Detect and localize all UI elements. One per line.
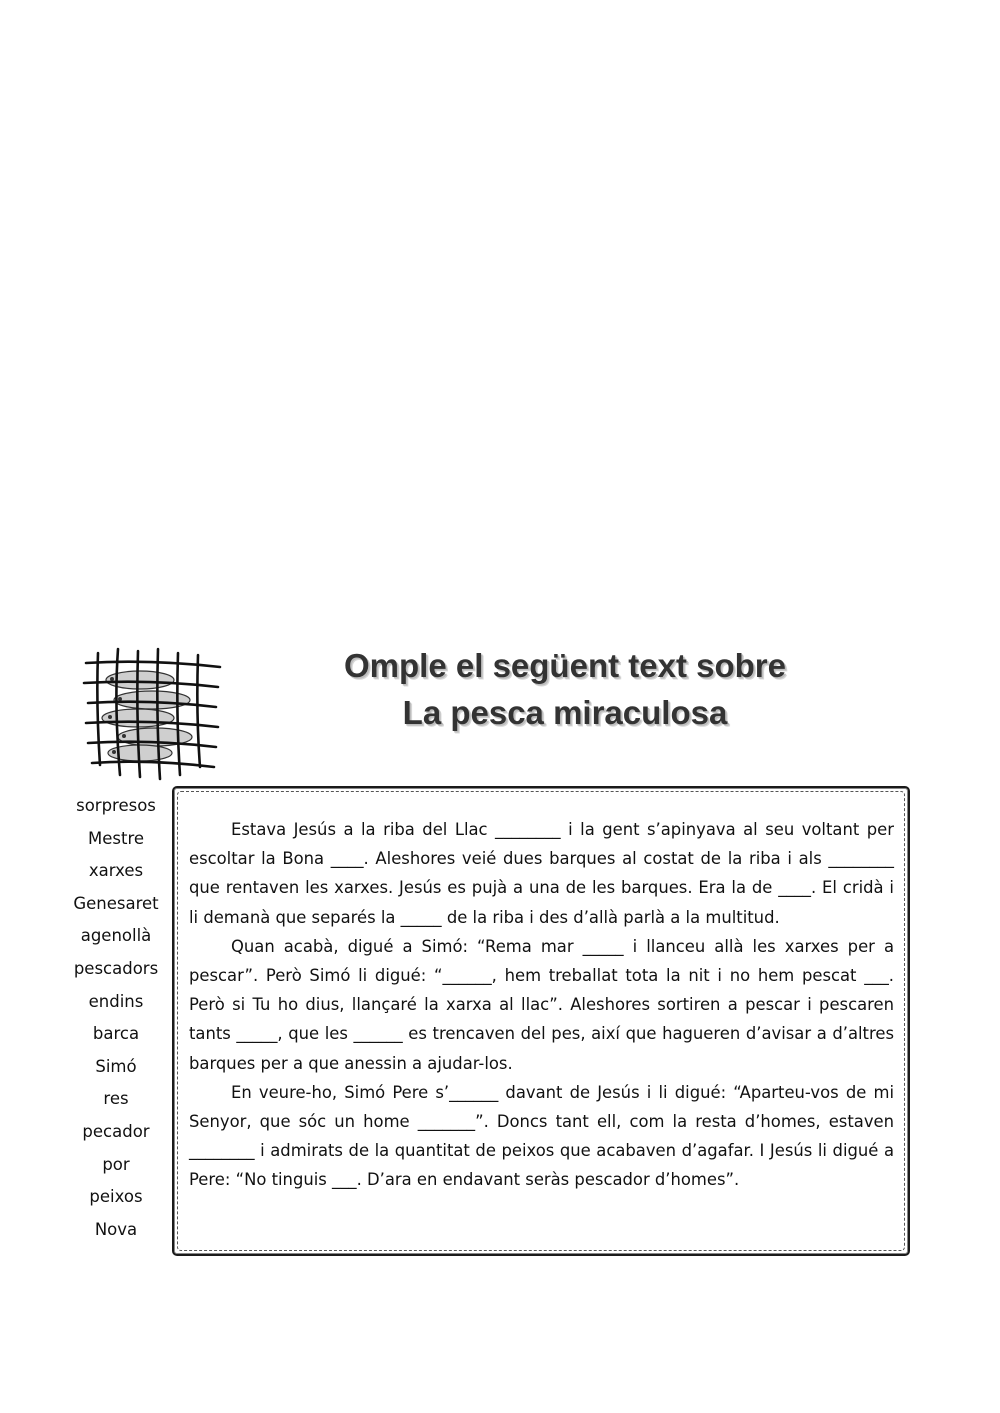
word-bank-item[interactable]: agenollà xyxy=(80,926,152,946)
word-bank-item[interactable]: peixos xyxy=(89,1187,143,1207)
word-bank-item[interactable]: xarxes xyxy=(88,861,144,881)
word-bank-item[interactable]: por xyxy=(102,1154,130,1174)
word-bank-item[interactable]: barca xyxy=(92,1024,140,1044)
story-paragraph-1: Estava Jesús a la riba del Llac ________ i la gent s’apinyava al seu voltant per escoltar la Bona ____. Aleshores veié dues barques al costat de la riba i als ________ que rentaven les xarxes. Jesús es pujà a una de les barques. Era la de ____. El cridà i li demanà que separés la _____ de la riba i des d’allà parlà a la multitud. xyxy=(189,820,894,927)
worksheet-title xyxy=(300,642,830,736)
title-line-2: La pesca miraculosa xyxy=(402,694,728,731)
fishing-net-icon xyxy=(80,645,225,785)
word-bank-item[interactable]: Nova xyxy=(94,1219,138,1239)
word-bank-item[interactable]: res xyxy=(103,1089,129,1109)
word-bank-item[interactable]: sorpresos xyxy=(76,796,156,815)
word-bank xyxy=(62,790,170,1246)
story-text xyxy=(189,815,894,1195)
story-paragraph-2: Quan acabà, digué a Simó: “Rema mar _____ i llanceu allà les xarxes per a pescar”. Però Simó li digué: “______, hem treballat tota la nit i no hem pescat ___. Però si Tu ho dius, llançaré la xarxa al llac”. Aleshores sortiren a pescar i pescaren tants _____, que les ______ es trencaven del pes, així que hagueren d’avisar a d’altres barques per a que anessin a ajudar-los. xyxy=(189,936,894,1073)
word-bank-item[interactable]: endins xyxy=(88,991,144,1011)
word-bank-item[interactable]: pescadors xyxy=(73,958,159,978)
fishing-net-fish-illustration xyxy=(80,645,225,785)
title-line-1: Omple el següent text sobre xyxy=(344,647,786,684)
word-bank-item[interactable]: pecador xyxy=(82,1121,150,1141)
word-bank-item[interactable]: Simó xyxy=(95,1056,137,1076)
story-paragraph-3: En veure-ho, Simó Pere s’______ davant de Jesús i li digué: “Aparteu-vos de mi Senyor, que sóc un home _______”. Doncs tant ell, com la resta d’homes, estaven ________ i admirats de la quantitat de peixos que acabaven d’agafar. I Jesús li digué a Pere: “No tinguis ___. D’ara en endavant seràs pescador d’homes”. xyxy=(189,1082,894,1190)
word-bank-item[interactable]: Mestre xyxy=(87,828,145,848)
word-bank-item[interactable]: Genesaret xyxy=(73,893,159,913)
